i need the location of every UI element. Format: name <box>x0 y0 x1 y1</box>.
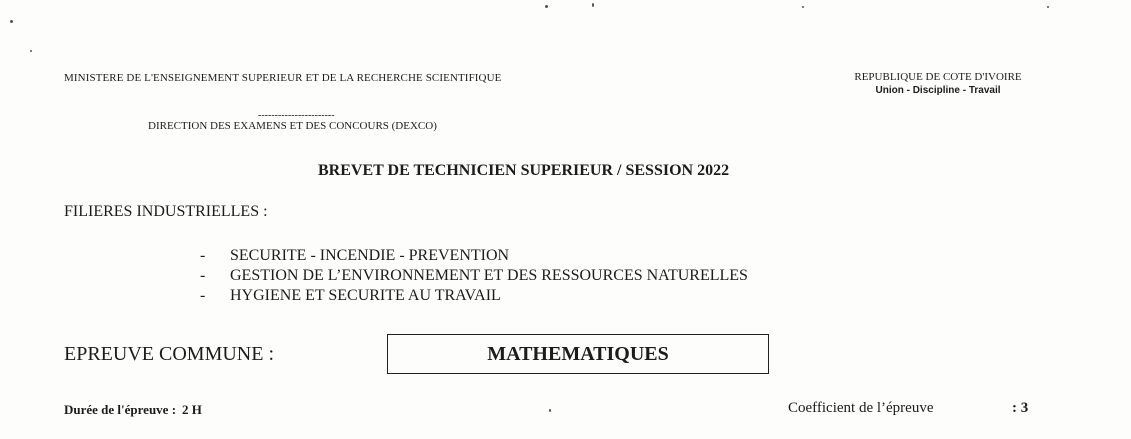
list-bullet: - <box>200 267 206 284</box>
header-separator: ----------------------- <box>258 110 335 121</box>
list-item <box>200 286 748 306</box>
direction-header: DIRECTION DES EXAMENS ET DES CONCOURS (DEXCO) <box>148 120 437 132</box>
filieres-list <box>200 246 748 306</box>
filiere-name: SECURITE - INCENDIE - PREVENTION <box>230 247 510 264</box>
scan-speck <box>1047 6 1049 8</box>
list-bullet: - <box>200 247 206 264</box>
scan-speck <box>545 5 548 8</box>
exam-title: BREVET DE TECHNICIEN SUPERIEUR / SESSION 2022 <box>318 162 730 179</box>
country-motto: Union - Discipline - Travail <box>875 85 1001 96</box>
coefficient-value: : 3 <box>1012 400 1029 416</box>
duration-value: 2 H <box>182 402 202 417</box>
duration-label: Durée de l'épreuve : <box>64 402 177 417</box>
filieres-label: FILIERES INDUSTRIELLES : <box>64 203 268 220</box>
scan-speck <box>549 409 551 412</box>
filiere-name: HYGIENE ET SECURITE AU TRAVAIL <box>230 287 501 304</box>
ministry-header: MINISTERE DE L'ENSEIGNEMENT SUPERIEUR ET DE LA RECHERCHE SCIENTIFIQUE <box>64 72 502 84</box>
list-item <box>200 246 748 266</box>
country-name: REPUBLIQUE DE COTE D'IVOIRE <box>854 71 1022 83</box>
duration <box>64 402 202 418</box>
list-item <box>200 266 748 286</box>
list-bullet: - <box>200 287 206 304</box>
scan-speck <box>802 6 804 8</box>
filiere-name: GESTION DE L’ENVIRONNEMENT ET DES RESSOURCES NATURELLES <box>230 267 748 284</box>
epreuve-label: EPREUVE COMMUNE : <box>64 343 275 365</box>
country-header <box>838 70 1038 98</box>
scan-speck <box>30 50 32 52</box>
scan-speck <box>592 3 594 7</box>
scan-speck <box>10 20 13 23</box>
subject-box: MATHEMATIQUES <box>387 334 769 374</box>
coefficient-label: Coefficient de l’épreuve <box>788 400 934 416</box>
